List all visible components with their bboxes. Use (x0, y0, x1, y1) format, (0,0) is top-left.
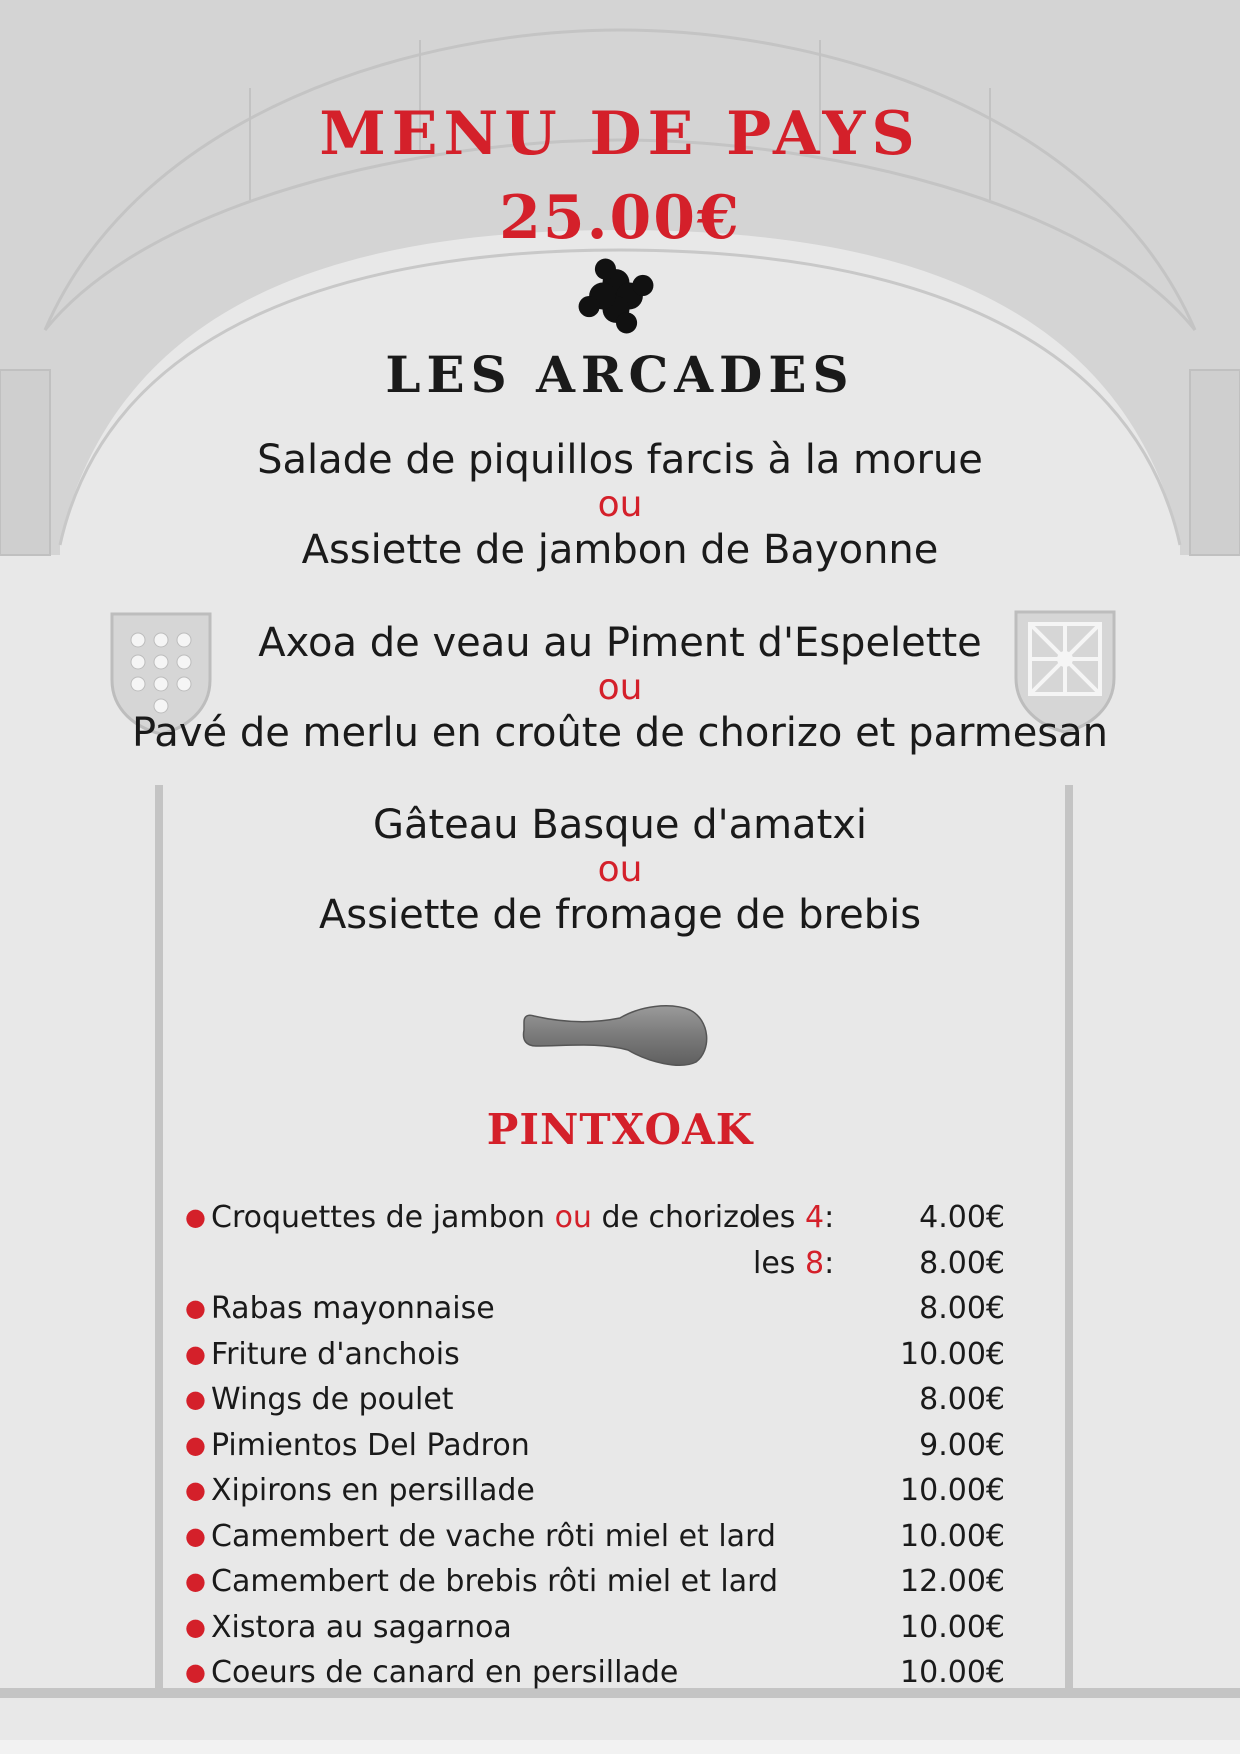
item-price: 8.00€ (919, 1382, 1005, 1417)
qty-prefix: les (753, 1245, 796, 1281)
item-name: Camembert de brebis rôti miel et lard (211, 1564, 778, 1599)
list-item (185, 1195, 1015, 1241)
bullet-icon: ● (185, 1476, 206, 1504)
course-dish: Assiette de fromage de brebis (318, 892, 922, 938)
item-quantity (753, 1195, 834, 1240)
bullet-icon: ● (185, 1612, 206, 1641)
item-price: 12.00€ (900, 1564, 1005, 1599)
item-price: 9.00€ (919, 1427, 1005, 1463)
menu-price: 25.00€ (499, 183, 741, 253)
item-price: 8.00€ (919, 1291, 1005, 1326)
list-item (185, 1332, 1015, 1378)
course-or: ou (597, 849, 643, 890)
item-name (211, 1195, 757, 1240)
course-or: ou (597, 667, 643, 708)
item-name: Friture d'anchois (211, 1336, 460, 1372)
item-name: Pimientos Del Padron (211, 1427, 530, 1463)
course-main (0, 620, 1240, 756)
course-dish: Assiette de jambon de Bayonne (301, 527, 939, 573)
list-item (185, 1468, 1015, 1514)
qty-suffix: : (824, 1200, 835, 1235)
item-quantity (753, 1241, 834, 1286)
bullet-icon: ● (185, 1521, 206, 1550)
list-item (185, 1423, 1015, 1469)
qty-number: 4 (804, 1200, 825, 1235)
qty-prefix: les (753, 1200, 796, 1235)
item-price: 10.00€ (900, 1655, 1005, 1690)
item-name: Xipirons en persillade (211, 1473, 535, 1508)
item-price: 10.00€ (900, 1609, 1005, 1645)
item-name: Coeurs de canard en persillade (211, 1655, 679, 1690)
bullet-icon: ● (185, 1430, 206, 1459)
list-item (185, 1241, 1015, 1287)
pala-icon (520, 1000, 712, 1070)
bullet-icon: ● (185, 1385, 206, 1413)
restaurant-name: LES ARCADES (385, 345, 855, 404)
item-price: 10.00€ (900, 1518, 1005, 1554)
pintxoak-title: PINTXOAK (486, 1105, 754, 1154)
course-dish: Axoa de veau au Piment d'Espelette (258, 620, 982, 666)
item-price: 10.00€ (900, 1336, 1005, 1372)
course-dish: Pavé de merlu en croûte de chorizo et parmesan (131, 710, 1108, 756)
item-price: 10.00€ (900, 1473, 1005, 1508)
list-item (185, 1377, 1015, 1423)
bullet-icon: ● (185, 1339, 206, 1368)
list-item (185, 1559, 1015, 1605)
qty-suffix: : (824, 1245, 835, 1281)
item-name: Rabas mayonnaise (211, 1291, 495, 1326)
list-item (185, 1650, 1015, 1696)
item-name: Camembert de vache rôti miel et lard (211, 1518, 776, 1554)
list-item (185, 1286, 1015, 1332)
course-dessert (0, 802, 1240, 938)
bullet-icon: ● (185, 1294, 206, 1322)
item-name-part: Croquettes de jambon (211, 1200, 546, 1235)
bullet-icon: ● (185, 1658, 206, 1686)
item-name: Xistora au sagarnoa (211, 1609, 512, 1645)
list-item (185, 1605, 1015, 1651)
pintxoak-list (185, 1195, 1015, 1696)
menu-title: MENU DE PAYS (319, 99, 921, 169)
bullet-icon: ● (185, 1567, 206, 1595)
item-or: ou (554, 1200, 592, 1235)
bullet-icon: ● (185, 1203, 206, 1231)
lauburu-icon (566, 248, 666, 344)
item-name: Wings de poulet (211, 1382, 454, 1417)
course-dish: Salade de piquillos farcis à la morue (257, 437, 983, 483)
course-or: ou (597, 484, 643, 525)
list-item (185, 1514, 1015, 1560)
item-price: 4.00€ (919, 1200, 1005, 1235)
item-name-part: de chorizo (601, 1200, 758, 1235)
qty-number: 8 (804, 1245, 825, 1281)
item-price: 8.00€ (919, 1245, 1005, 1281)
course-dish: Gâteau Basque d'amatxi (372, 802, 868, 848)
course-starter (0, 437, 1240, 573)
menu-title-block (0, 92, 1240, 260)
